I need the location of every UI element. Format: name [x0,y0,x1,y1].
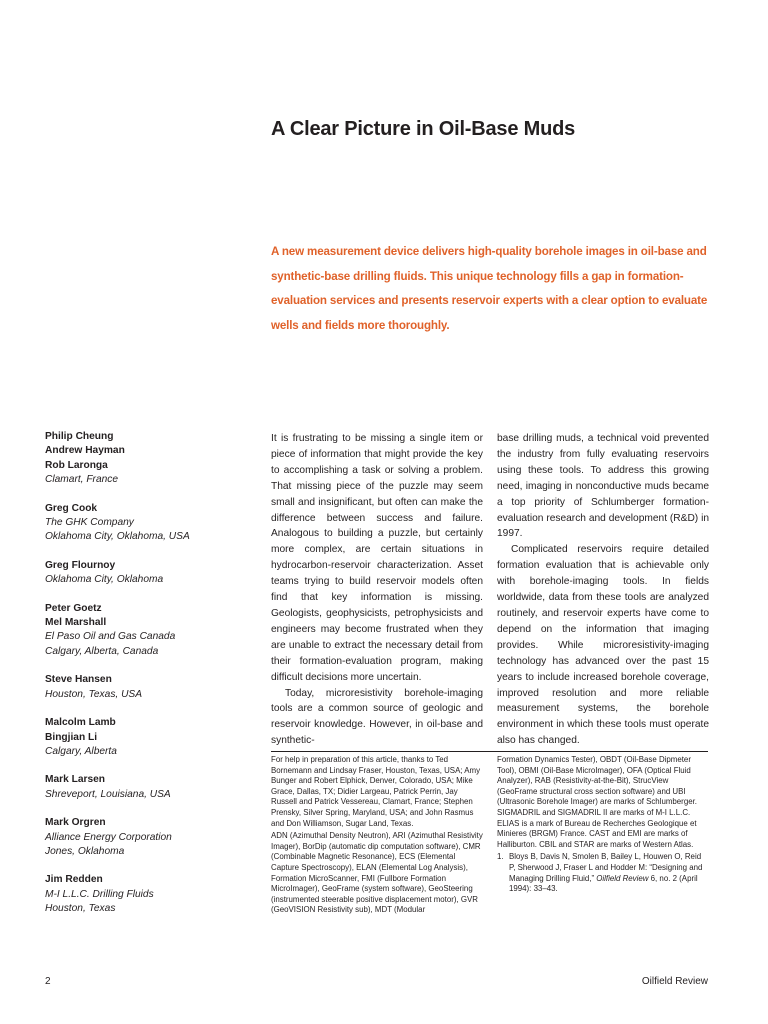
author-name: Andrew Hayman [45,445,125,457]
author-affiliation: Jones, Oklahoma [45,845,125,857]
author-group [45,502,245,545]
acknowledgements: For help in preparation of this article, thanks to Ted Bornemann and Lindsay Fraser, Houston, Texas, USA; Amy Bunger and Robert Elphick, Denver, Colorado, USA; Mike Grace, Dallas, TX; Didier Largeau, Patrick Perrin, Jay Russell and Patrick Vessereau, Clamart, France; Stephen Prensky, Silver Spring, Maryland, USA; and John Rasmus and Don Williamson, Sugar Land, Texas. [271,755,481,828]
body-paragraph: base drilling muds, a technical void prevented the industry from fully evaluating reservoirs using these tools. To address this growing need, imaging in nonconductive muds became a top priority of Schlumberger formation-evaluation research and development (R&D) in 1997. [497,433,709,540]
author-affiliation: The GHK Company [45,517,134,529]
author-affiliation: El Paso Oil and Gas Canada [45,631,176,643]
author-affiliation: M-I L.L.C. Drilling Fluids [45,888,154,900]
page-number: 2 [45,976,51,987]
trademark-notes-continued: Formation Dynamics Tester), OBDT (Oil-Base Dipmeter Tool), OBMI (Oil-Base MicroImager), OFA (Optical Fluid Analyzer), RAB (Resistivity-at-the-Bit), StrucView (GeoFrame structural cross section software) and UBI (Ultrasonic Borehole Imager) are marks of Schlumberger. SIGMADRIL and SIGMADRIL II are marks of M-I L.L.C. ELIAS is a mark of Bureau de Recherches Geologique et Minieres (BRGM) France. CAST and EMI are marks of Halliburton. CBIL and STAR are marks of Western Atlas. [497,755,697,849]
author-group [45,816,245,859]
reference-journal: Oilfield Review [596,873,649,883]
author-affiliation: Oklahoma City, Oklahoma, USA [45,531,190,543]
body-paragraph: It is frustrating to be missing a single item or piece of information that might provide the key to accomplishing a task or solving a problem. That missing piece of the puzzle may seem small and insignificant, but often can make the difference between success and failure. Analogous to building a puzzle, but certainly more complex, are certain situations in hydrocarbon-reservoir characterization. Asset teams trying to build reservoir models often find that key information is missing. Geologists, geophysicists, petrophysicists and engineers may become frustrated when they are unable to extract the necessary detail from their formation-evaluation program, making difficult decisions more uncertain. [271,433,483,683]
author-group [45,602,245,660]
author-name: Mark Orgren [45,817,106,829]
author-affiliation: Houston, Texas [45,903,116,915]
author-name: Greg Flournoy [45,559,116,571]
author-group [45,873,245,916]
reference-text-part: 6, no. 2 (April 1994): 33–43. [509,873,698,894]
footnote-divider [271,751,708,752]
author-group [45,559,245,588]
author-name: Peter Goetz [45,602,102,614]
author-affiliation: Alliance Energy Corporation [45,831,172,843]
reference-number: 1. [497,852,504,862]
body-column-2 [497,431,709,749]
author-group [45,430,245,488]
reference-text [509,852,709,894]
author-name: Mel Marshall [45,617,107,629]
trademark-notes: ADN (Azimuthal Density Neutron), ARI (Azimuthal Resistivity Imager), BorDip (automatic dip computation software), CMR (Combinable Magnetic Resonance), ECS (Elemental Capture Spectroscopy), ELAN (Elemental Log Analysis), Formation MicroScanner, FMI (Fullbore Formation MicroImager), GeoFrame (system software), GeoSteering (instrumented steerable positive displacement motor), GVR (GeoVISION Resistivity sub), MDT (Modular [271,831,483,915]
author-affiliation: Shreveport, Louisiana, USA [45,788,171,800]
author-name: Jim Redden [45,874,103,886]
body-paragraph: Complicated reservoirs require detailed formation evaluation that is achievable only with borehole-imaging tools. In fields worldwide, data from these tools are analyzed routinely, and reservoir experts have come to depend on the information that imaging provides. While microresistivity-imaging technology has advanced over the past 15 years to include increased borehole coverage, improved resolution and more reliable measurement systems, the borehole environment in which these tools must operate also has changed. [497,544,709,747]
author-affiliation: Calgary, Alberta, Canada [45,645,159,657]
article-title: A Clear Picture in Oil-Base Muds [271,118,576,140]
author-group [45,716,245,759]
author-group [45,673,245,702]
author-name: Steve Hansen [45,674,112,686]
reference-text-part: Bloys B, Davis N, Smolen B, Bailey L, Houwen O, Reid P, Sherwood J, Fraser L and Hodder M: “Designing and Managing Drilling Fluid,” [509,852,703,883]
footnote-column-1 [271,755,483,918]
author-name: Rob Laronga [45,459,108,471]
author-affiliation: Clamart, France [45,474,119,486]
author-affiliation: Houston, Texas, USA [45,688,143,700]
body-paragraph: Today, microresistivity borehole-imaging tools are a common source of geologic and reservoir knowledge. However, in oil-base and synthetic- [271,687,483,747]
author-name: Greg Cook [45,502,98,514]
footnote-column-2 [497,755,709,895]
author-affiliation: Calgary, Alberta [45,745,117,757]
author-list [45,430,245,931]
author-name: Mark Larsen [45,774,106,786]
author-affiliation: Oklahoma City, Oklahoma [45,574,164,586]
reference-item [497,852,709,894]
body-column-1 [271,431,483,749]
abstract: A new measurement device delivers high-quality borehole images in oil-base and synthetic-base drilling fluids. This unique technology fills a gap in formation-evaluation services and presents reservoir experts with a clear option to evaluate wells and fields more thoroughly. [271,245,708,332]
author-group [45,773,245,802]
journal-name: Oilfield Review [641,976,708,987]
author-name: Philip Cheung [45,431,114,442]
author-name: Bingjian Li [45,731,98,743]
author-name: Malcolm Lamb [45,717,116,729]
